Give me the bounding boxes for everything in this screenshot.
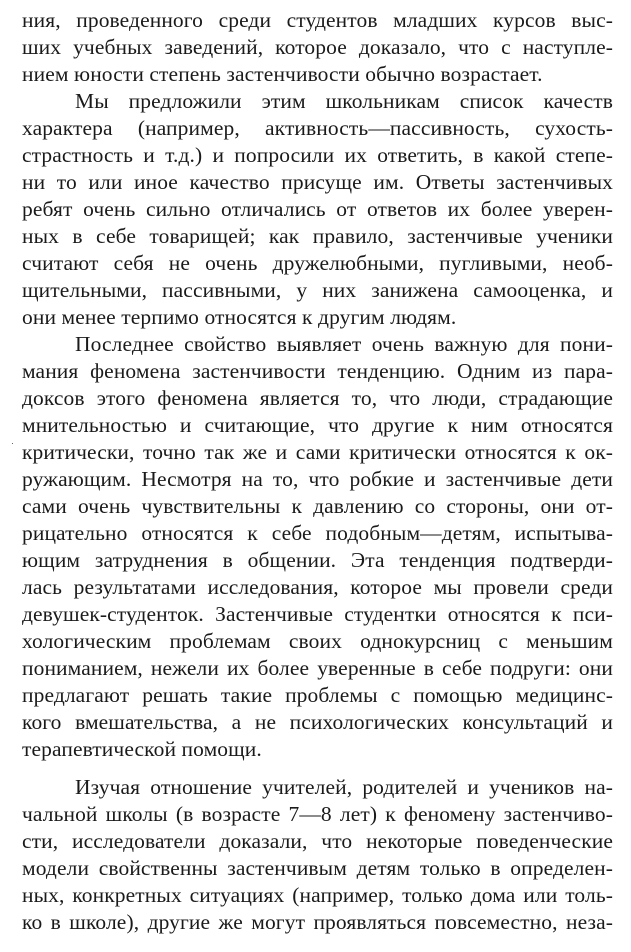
text-line: лась результатами исследования, которое мы провели среди	[22, 575, 613, 599]
text-line: рицательно относятся к себе подобным—детям, испытыва-	[22, 521, 613, 545]
text-line: щительными, пассивными, у них занижена самооценка, и	[22, 278, 613, 302]
text-line: страстность и т.д.) и попросили их ответить, в какой степе-	[22, 143, 613, 167]
text-line: мания феномена застенчивости тенденцию. Одним из пара-	[22, 359, 613, 383]
text-line: Мы предложили этим школьникам список качеств	[75, 89, 613, 113]
book-page	[22, 7, 613, 936]
text-line: характера (например, активность—пассивность, сухость-	[22, 116, 613, 140]
text-line: пониманием, нежели их более уверенные в себе подруги: они	[22, 656, 613, 680]
paragraph-1-continued	[22, 7, 613, 88]
text-line: хологическим проблемам своих однокурсниц с меньшим	[22, 629, 613, 653]
text-line: ния, проведенного среди студентов младших курсов выс-	[22, 8, 613, 32]
text-line: ребят очень сильно отличались от ответов их более уверен-	[22, 197, 613, 221]
paragraph-4	[22, 774, 613, 936]
text-line: мнительностью и считающие, что другие к ним относятся	[22, 413, 613, 437]
text-line: ко в школе), другие же могут проявляться повсеместно, неза-	[22, 910, 613, 934]
text-line: Последнее свойство выявляет очень важную для пони-	[75, 332, 613, 356]
text-line: предлагают решать такие проблемы с помощью медицинс-	[22, 683, 613, 707]
text-line: ружающим. Несмотря на то, что робкие и застенчивые дети	[22, 467, 613, 491]
text-line: доксов этого феномена является то, что люди, страдающие	[22, 386, 613, 410]
paragraph-2	[22, 88, 613, 331]
scan-speck	[12, 443, 13, 444]
text-line: считают себя не очень дружелюбными, пугливыми, необ-	[22, 251, 613, 275]
text-line: терапевтической помощи.	[22, 737, 262, 761]
paragraph-3	[22, 331, 613, 763]
text-line: сти, исследователи доказали, что некоторые поведенческие	[22, 829, 613, 853]
text-line: критически, точно так же и сами критически относятся к ок-	[22, 440, 613, 464]
text-line: ных в себе товарищей; как правило, застенчивые ученики	[22, 224, 613, 248]
text-line: ших учебных заведений, которое доказало, что с наступле-	[22, 35, 613, 59]
text-line: сами очень чувствительны к давлению со стороны, они от-	[22, 494, 613, 518]
text-line: ных, конкретных ситуациях (например, только дома или толь-	[22, 883, 613, 907]
text-line: кого вмешательства, а не психологических консультаций и	[22, 710, 613, 734]
text-line: нием юности степень застенчивости обычно возрастает.	[22, 62, 543, 86]
text-line: ющим затруднения в общении. Эта тенденция подтверди-	[22, 548, 613, 572]
text-line: Изучая отношение учителей, родителей и учеников на-	[75, 775, 613, 799]
text-line: чальной школы (в возрасте 7—8 лет) к феномену застенчиво-	[22, 802, 613, 826]
text-line: модели свойственны застенчивым детям только в определен-	[22, 856, 613, 880]
text-line: они менее терпимо относятся к другим людям.	[22, 305, 457, 329]
text-line: девушек-студенток. Застенчивые студентки относятся к пси-	[22, 602, 613, 626]
text-line: ни то или иное качество присуще им. Ответы застенчивых	[22, 170, 613, 194]
